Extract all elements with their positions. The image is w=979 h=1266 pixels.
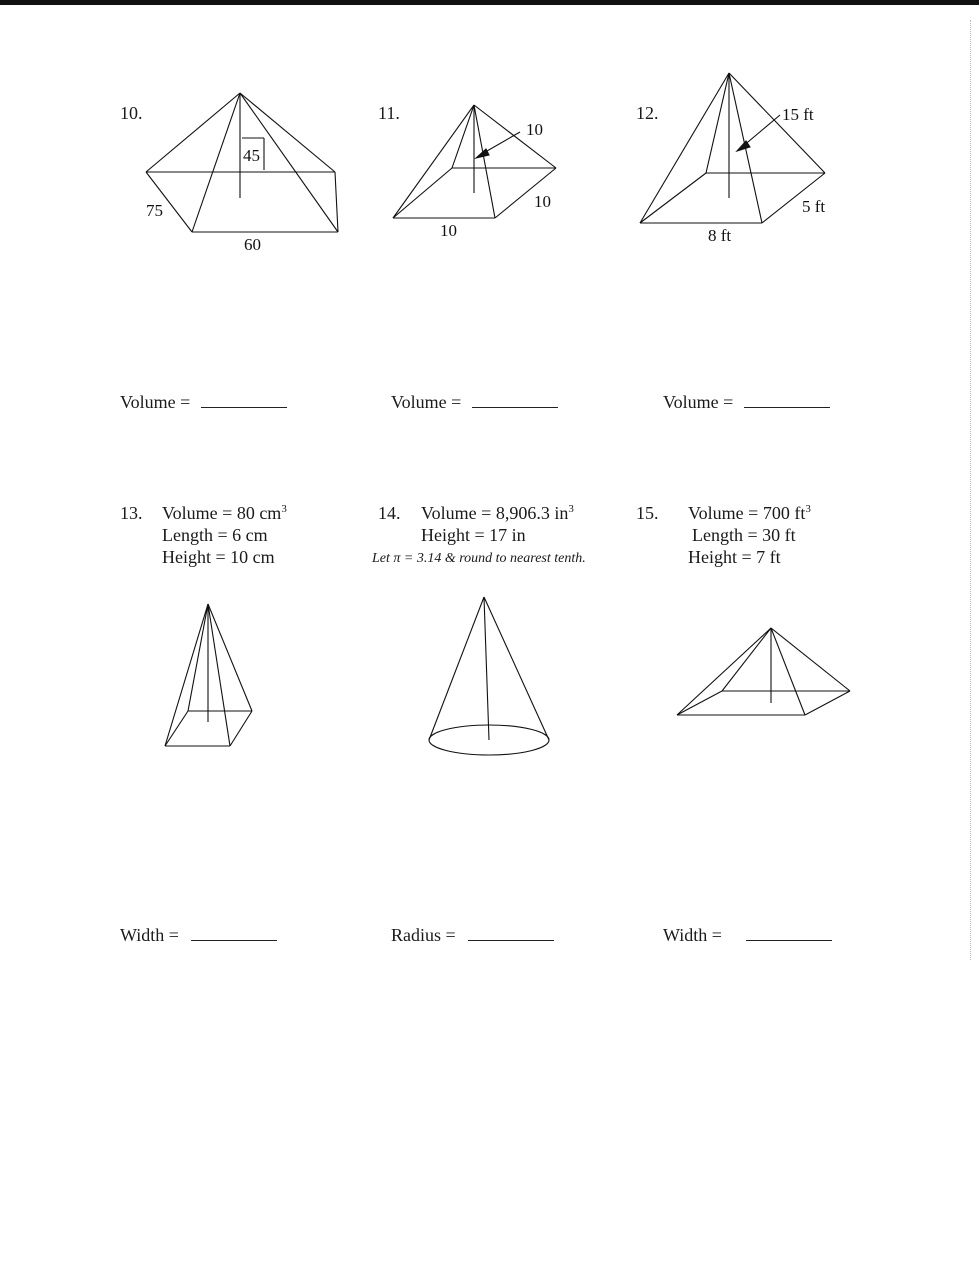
problem-14-note: Let π = 3.14 & round to nearest tenth. <box>372 551 586 566</box>
problem-13-length: Length = 6 cm <box>162 525 268 545</box>
problem-10-answer <box>120 391 287 413</box>
problem-12-answer-blank[interactable] <box>744 391 830 408</box>
problem-13-volume: Volume = 80 $cm^3$ <box>162 503 287 523</box>
problem-15-height: Height = 7 ft <box>688 547 781 567</box>
problem-12-number: 12. <box>636 103 659 123</box>
problem-15-answer-label: Width = <box>663 925 722 945</box>
problem-15-pyramid <box>677 628 850 715</box>
problem-11-slant-label: 10 <box>526 120 543 139</box>
problem-12-answer-label: Volume = <box>663 392 734 412</box>
problem-13-number: 13. <box>120 503 143 523</box>
problem-15-volume: Volume = 700 $ft^3$ <box>688 503 811 523</box>
problem-15-number: 15. <box>636 503 659 523</box>
problem-13-pyramid <box>165 604 252 746</box>
problem-10-pyramid <box>146 93 338 232</box>
problem-13-answer-blank[interactable] <box>191 924 277 941</box>
problem-12-answer <box>663 391 830 413</box>
problem-14-volume-exponent: 3 <box>568 503 574 515</box>
problem-11-number: 11. <box>378 103 400 123</box>
problem-14-cone <box>429 597 549 755</box>
problem-13-answer <box>120 924 277 946</box>
problem-12-pyramid <box>640 73 825 223</box>
problem-11-side-label: 10 <box>534 192 551 211</box>
problem-10-height-label: 45 <box>243 146 260 165</box>
problem-15-answer-blank[interactable] <box>746 924 832 941</box>
problem-14-answer <box>391 924 554 946</box>
problem-15-volume-exponent: 3 <box>805 503 811 515</box>
problem-14-volume: Volume = 8,906.3 $in^3$ <box>421 503 574 523</box>
problem-13-height: Height = 10 cm <box>162 547 275 567</box>
problem-11-answer <box>391 391 558 413</box>
problem-10-answer-label: Volume = <box>120 392 191 412</box>
problem-10-number: 10. <box>120 103 143 123</box>
problem-15-answer <box>663 924 832 946</box>
problem-11-base-label: 10 <box>440 221 457 240</box>
problem-10-slant-label: 75 <box>146 201 163 220</box>
problem-13-answer-label: Width = <box>120 925 179 945</box>
problem-13-volume-exponent: 3 <box>281 503 287 515</box>
problem-14-answer-label: Radius = <box>391 925 456 945</box>
problem-14-height: Height = 17 in <box>421 525 526 545</box>
problem-14-answer-blank[interactable] <box>468 924 554 941</box>
problem-10-base-label: 60 <box>244 235 261 254</box>
problem-11-answer-label: Volume = <box>391 392 462 412</box>
problem-12-width-label: 5 ft <box>802 197 826 216</box>
problem-12-length-label: 8 ft <box>708 226 732 245</box>
problem-10-answer-blank[interactable] <box>201 391 287 408</box>
problem-12-slant-label: 15 ft <box>782 105 814 124</box>
problem-11-answer-blank[interactable] <box>472 391 558 408</box>
problem-14-number: 14. <box>378 503 401 523</box>
problem-15-length: Length = 30 ft <box>692 525 796 545</box>
